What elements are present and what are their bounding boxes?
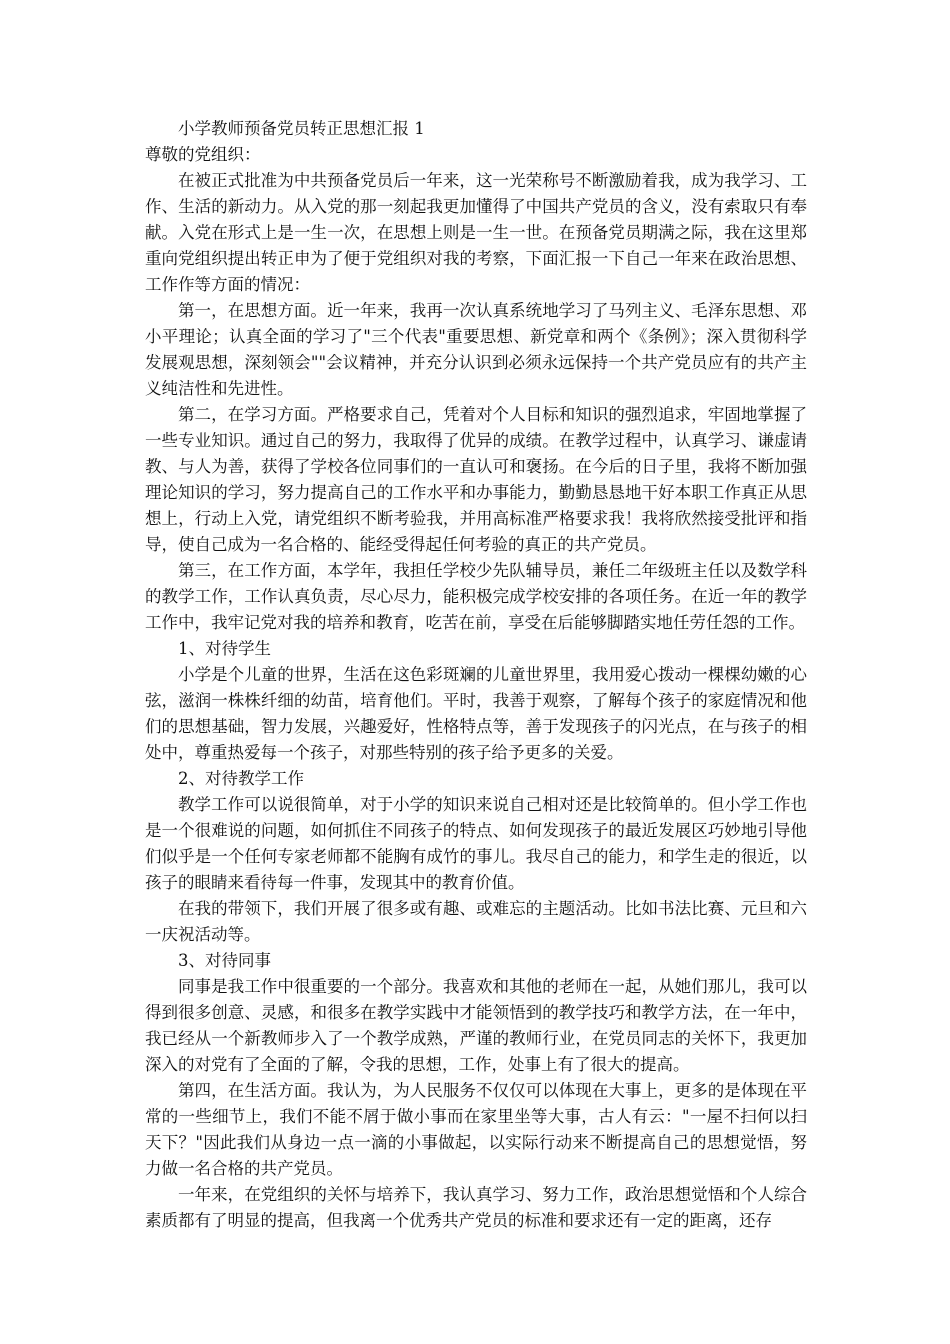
paragraph-study: 第二，在学习方面。严格要求自己，凭着对个人目标和知识的强烈追求，牢固地掌握了一些专业知识。通过自己的努力，我取得了优异的成绩。在教学过程中，认真学习、谦虚请教、与人为善，获得了学校各位同事们的一直认可和褒扬。在今后的日子里，我将不断加强理论知识的学习，努力提高自己的工作水平和办事能力，勤勤恳恳地干好本职工作真正从思想上，行动上入党，请党组织不断考验我，并用高标准严格要求我！我将欣然接受批评和指导，使自己成为一名合格的、能经受得起任何考验的真正的共产党员。 bbox=[145, 405, 807, 554]
document-title: 小学教师预备党员转正思想汇报 1 bbox=[178, 119, 425, 138]
paragraph-life: 第四，在生活方面。我认为，为人民服务不仅仅可以体现在大事上，更多的是体现在平常的一些细节上，我们不能不屑于做小事而在家里坐等大事，古人有云："一屋不扫何以扫天下？"因此我们从身边一点一滴的小事做起，以实际行动来不断提高自己的思想觉悟，努力做一名合格的共产党员。 bbox=[145, 1081, 807, 1178]
paragraph-students: 小学是个儿童的世界，生活在这色彩斑斓的儿童世界里，我用爱心拨动一棵棵幼嫩的心弦，滋润一株株纤细的幼苗，培育他们。平时，我善于观察，了解每个孩子的家庭情况和他们的思想基础，智力发展，兴趣爱好，性格特点等，善于发现孩子的闪光点，在与孩子的相处中，尊重热爱每一个孩子，对那些特别的孩子给予更多的关爱。 bbox=[145, 665, 807, 762]
greeting: 尊敬的党组织： bbox=[145, 145, 261, 164]
paragraph-summary: 一年来，在党组织的关怀与培养下，我认真学习、努力工作，政治思想觉悟和个人综合素质都有了明显的提高，但我离一个优秀共产党员的标准和要求还有一定的距离，还存 bbox=[145, 1185, 807, 1230]
section-heading-colleagues: 3、对待同事 bbox=[178, 951, 271, 970]
paragraph-work: 第三，在工作方面，本学年，我担任学校少先队辅导员，兼任二年级班主任以及数学科的教学工作，工作认真负责，尽心尽力，能积极完成学校安排的各项任务。在近一年的教学工作中，我牢记党对我的培养和教育，吃苦在前，享受在后能够脚踏实地任劳任怨的工作。 bbox=[145, 561, 807, 632]
section-heading-students: 1、对待学生 bbox=[178, 639, 271, 658]
paragraph-activities: 在我的带领下，我们开展了很多或有趣、或难忘的主题活动。比如书法比赛、元旦和六一庆祝活动等。 bbox=[145, 899, 807, 944]
document-page bbox=[145, 116, 807, 1234]
paragraph-colleagues: 同事是我工作中很重要的一个部分。我喜欢和其他的老师在一起，从她们那儿，我可以得到很多创意、灵感，和很多在教学实践中才能领悟到的教学技巧和教学方法，在一年中，我已经从一个新教师步入了一个教学成熟，严谨的教师行业，在党员同志的关怀下，我更加深入的对党有了全面的了解，令我的思想，工作，处事上有了很大的提高。 bbox=[145, 977, 807, 1074]
paragraph-teaching: 教学工作可以说很简单，对于小学的知识来说自己相对还是比较简单的。但小学工作也是一个很难说的问题，如何抓住不同孩子的特点、如何发现孩子的最近发展区巧妙地引导他们似乎是一个任何专家老师都不能胸有成竹的事儿。我尽自己的能力，和学生走的很近，以孩子的眼睛来看待每一件事，发现其中的教育价值。 bbox=[145, 795, 807, 892]
paragraph-thought: 第一，在思想方面。近一年来，我再一次认真系统地学习了马列主义、毛泽东思想、邓小平理论；认真全面的学习了"三个代表"重要思想、新党章和两个《条例》；深入贯彻科学发展观思想，深刻领会""会议精神，并充分认识到必须永远保持一个共产党员应有的共产主义纯洁性和先进性。 bbox=[145, 301, 807, 398]
paragraph-intro: 在被正式批准为中共预备党员后一年来，这一光荣称号不断激励着我，成为我学习、工作、生活的新动力。从入党的那一刻起我更加懂得了中国共产党员的含义，没有索取只有奉献。入党在形式上是一生一次，在思想上则是一生一世。在预备党员期满之际，我在这里郑重向党组织提出转正申为了便于党组织对我的考察，下面汇报一下自己一年来在政治思想、工作作等方面的情况： bbox=[145, 171, 807, 294]
section-heading-teaching: 2、对待教学工作 bbox=[178, 769, 304, 788]
